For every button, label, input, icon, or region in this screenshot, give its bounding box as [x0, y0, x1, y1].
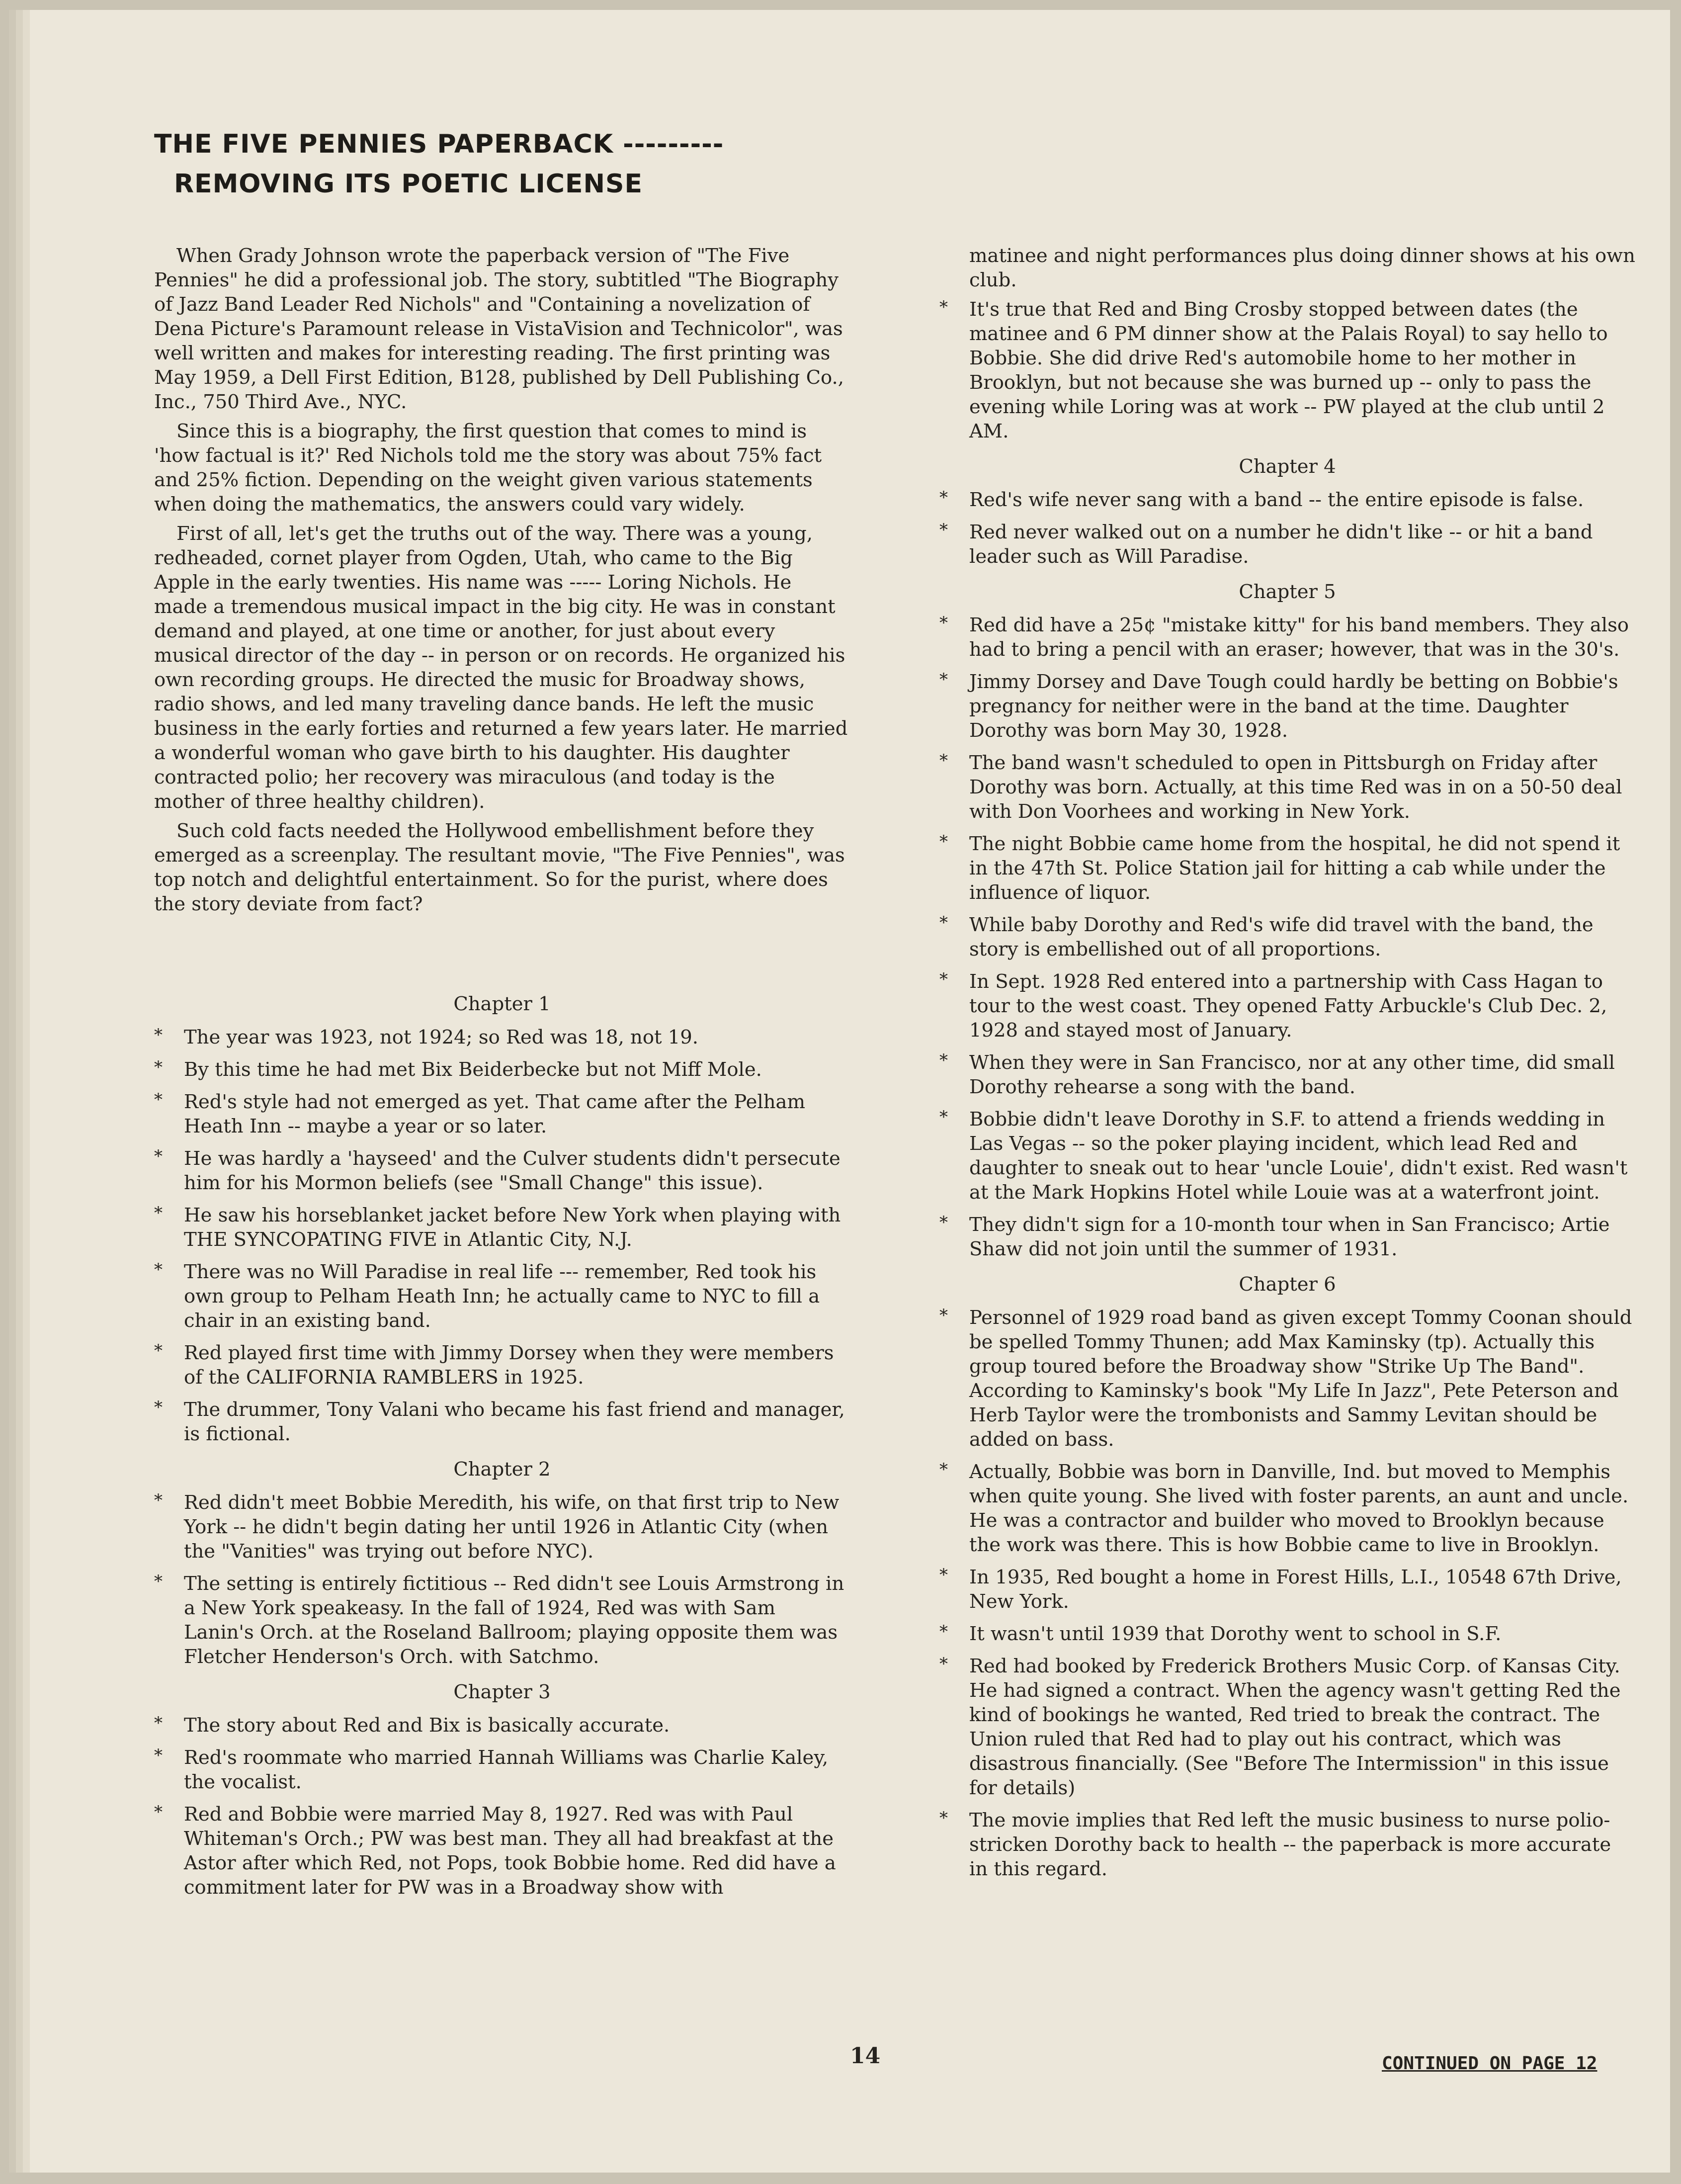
list-item: * Actually, Bobbie was born in Danville, Ind. but moved to Memphis when quite young. She lived with foster parents, an aunt and uncle. He was a contractor and builder who moved to Brooklyn because the work was there. This is how Bobbie came to live in Brooklyn.	[939, 1460, 1629, 1556]
list-item: * By this time he had met Bix Beiderbecke but not Miff Mole.	[154, 1057, 762, 1081]
list-item: * Red and Bobbie were married May 8, 1927. Red was with Paul Whiteman's Orch.; PW was best man. They all had breakfast at the Astor after which Red, not Pops, took Bobbie home. Red did have a commitment later for PW was in a Broadway show with	[154, 1802, 836, 1899]
list-item: * Jimmy Dorsey and Dave Tough could hardly be betting on Bobbie's pregnancy for neither were in the band at the time. Daughter Dorothy was born May 30, 1928.	[939, 670, 1618, 742]
list-item: * Red's wife never sang with a band -- the entire episode is false.	[939, 488, 1584, 511]
intro-paragraph: Such cold facts needed the Hollywood embellishment before they emerged as a screenplay. The resultant movie, "The Five Pennies", was top notch and delightful entertainment. So for the purist, where does the story deviate from fact?	[154, 820, 845, 915]
list-item: * Red's style had not emerged as yet. That came after the Pelham Heath Inn -- maybe a year or so later.	[154, 1090, 805, 1137]
list-item: * Red had booked by Frederick Brothers Music Corp. of Kansas City. He had signed a contract. When the agency wasn't getting Red the kind of bookings he wanted, Red tried to break the contract. The Union ruled that Red had to play out his contract, which was disastrous financially. (See "Before The Intermission" in this issue for details)	[939, 1654, 1621, 1799]
chapter-6-heading: Chapter 6	[1239, 1273, 1336, 1296]
list-item: * While baby Dorothy and Red's wife did travel with the band, the story is embellished out of all proportions.	[939, 913, 1594, 961]
list-item: * He saw his horseblanket jacket before New York when playing with THE SYNCOPATING FIVE in Atlantic City, N.J.	[154, 1203, 841, 1251]
list-item: * When they were in San Francisco, nor at any other time, did small Dorothy rehearse a song with the band.	[939, 1050, 1615, 1098]
chapter-1-heading: Chapter 1	[453, 993, 551, 1015]
list-item: * He was hardly a 'hayseed' and the Culver students didn't persecute him for his Mormon beliefs (see "Small Change" this issue).	[154, 1146, 840, 1194]
title-line-1: THE FIVE PENNIES PAPERBACK ---------	[154, 129, 724, 159]
intro-paragraph: First of all, let's get the truths out of the way. There was a young, redheaded, cornet player from Ogden, Utah, who came to the Big Apple in the early twenties. His name was ----- Loring Nichols. He made a tremendous musical impact in the big city. He was in constant demand and played, at one time or another, for just about every musical director of the day -- in person or on records. He organized his own recording groups. He directed the music for Broadway shows, radio shows, and led many traveling dance bands. He left the music business in the early forties and returned a few years later. He married a wonderful woman who gave birth to his daughter. His daughter contracted polio; her recovery was miraculous (and today is the mother of three healthy children).	[154, 523, 848, 813]
list-item: * Bobbie didn't leave Dorothy in S.F. to attend a friends wedding in Las Vegas -- so the poker playing incident, which lead Red and daughter to sneak out to hear 'uncle Louie', didn't exist. Red wasn't at the Mark Hopkins Hotel while Louie was at a waterfront joint.	[939, 1107, 1628, 1204]
chapter-5-heading: Chapter 5	[1239, 581, 1336, 603]
chapter-2-heading: Chapter 2	[453, 1458, 551, 1481]
list-item: * The setting is entirely fictitious -- Red didn't see Louis Armstrong in a New York speakeasy. In the fall of 1924, Red was with Sam Lanin's Orch. at the Roseland Ballroom; playing opposite them was Fletcher Henderson's Orch. with Satchmo.	[154, 1572, 844, 1668]
right-column	[939, 244, 1635, 1889]
list-item: * The movie implies that Red left the music business to nurse polio-stricken Dorothy back to health -- the paperback is more accurate in this regard.	[939, 1808, 1611, 1880]
list-item: * It wasn't until 1939 that Dorothy went to school in S.F.	[939, 1622, 1502, 1645]
intro-paragraph: When Grady Johnson wrote the paperback version of "The Five Pennies" he did a professional job. The story, subtitled "The Biography of Jazz Band Leader Red Nichols" and "Containing a novelization of Dena Picture's Paramount release in VistaVision and Technicolor", was well written and makes for interesting reading. The first printing was May 1959, a Dell First Edition, B128, published by Dell Publishing Co., Inc., 750 Third Ave., NYC.	[154, 245, 844, 413]
chapter-3-continuation: matinee and night performances plus doing dinner shows at his own club.	[969, 245, 1635, 291]
list-item: * Red didn't meet Bobbie Meredith, his wife, on that first trip to New York -- he didn't begin dating her until 1926 in Atlantic City (when the "Vanities" was trying out before NYC).	[154, 1490, 840, 1563]
list-item: * In Sept. 1928 Red entered into a partnership with Cass Hagan to tour to the west coast. They opened Fatty Arbuckle's Club Dec. 2, 1928 and stayed most of January.	[939, 969, 1607, 1042]
list-item: * The night Bobbie came home from the hospital, he did not spend it in the 47th St. Police Station jail for hitting a cab while under the influence of liquor.	[939, 832, 1620, 904]
list-item: * Red played first time with Jimmy Dorsey when they were members of the CALIFORNIA RAMBLERS in 1925.	[154, 1341, 834, 1389]
intro-paragraph: Since this is a biography, the first question that comes to mind is 'how factual is it?' Red Nichols told me the story was about 75% fact and 25% fiction. Depending on the weight given various statements when doing the mathematics, the answers could vary widely.	[154, 420, 822, 516]
list-item: * They didn't sign for a 10-month tour when in San Francisco; Artie Shaw did not join until the summer of 1931.	[939, 1213, 1610, 1260]
page-number: 14	[850, 2043, 881, 2069]
continued-note: CONTINUED ON PAGE 12	[1382, 2053, 1597, 2074]
left-column	[154, 244, 850, 1908]
list-item: * Red did have a 25¢ "mistake kitty" for his band members. They also had to bring a pencil with an eraser; however, that was in the 30's.	[939, 613, 1629, 661]
chapter-3-heading: Chapter 3	[453, 1681, 551, 1703]
list-item: * The story about Red and Bix is basically accurate.	[154, 1713, 670, 1737]
list-item: * There was no Will Paradise in real life --- remember, Red took his own group to Pelham Heath Inn; he actually came to NYC to fill a chair in an existing band.	[154, 1260, 820, 1332]
title-line-2: REMOVING ITS POETIC LICENSE	[174, 169, 643, 199]
list-item: * It's true that Red and Bing Crosby stopped between dates (the matinee and 6 PM dinner show at the Palais Royal) to say hello to Bobbie. She did drive Red's automobile home to her mother in Brooklyn, but not because she was burned up -- only to pass the evening while Loring was at work -- PW played at the club until 2 AM.	[939, 297, 1608, 442]
list-item: * Red's roommate who married Hannah Williams was Charlie Kaley, the vocalist.	[154, 1746, 829, 1793]
list-item: * In 1935, Red bought a home in Forest Hills, L.I., 10548 67th Drive, New York.	[939, 1565, 1622, 1613]
list-item: * The drummer, Tony Valani who became his fast friend and manager, is fictional.	[154, 1398, 845, 1445]
list-item: * Red never walked out on a number he didn't like -- or hit a band leader such as Will Paradise.	[939, 520, 1593, 568]
list-item: * Personnel of 1929 road band as given except Tommy Coonan should be spelled Tommy Thunen; add Max Kaminsky (tp). Actually this group toured before the Broadway show "Strike Up The Band". According to Kaminsky's book "My Life In Jazz", Pete Peterson and Herb Taylor were the trombonists and Sammy Levitan should be added on bass.	[939, 1306, 1632, 1451]
list-item: * The year was 1923, not 1924; so Red was 18, not 19.	[154, 1025, 698, 1048]
article-title	[154, 124, 724, 204]
chapter-4-heading: Chapter 4	[1239, 455, 1336, 478]
document-page	[30, 10, 1670, 2173]
list-item: * The band wasn't scheduled to open in Pittsburgh on Friday after Dorothy was born. Actually, at this time Red was in on a 50-50 deal with Don Voorhees and working in New York.	[939, 751, 1622, 823]
